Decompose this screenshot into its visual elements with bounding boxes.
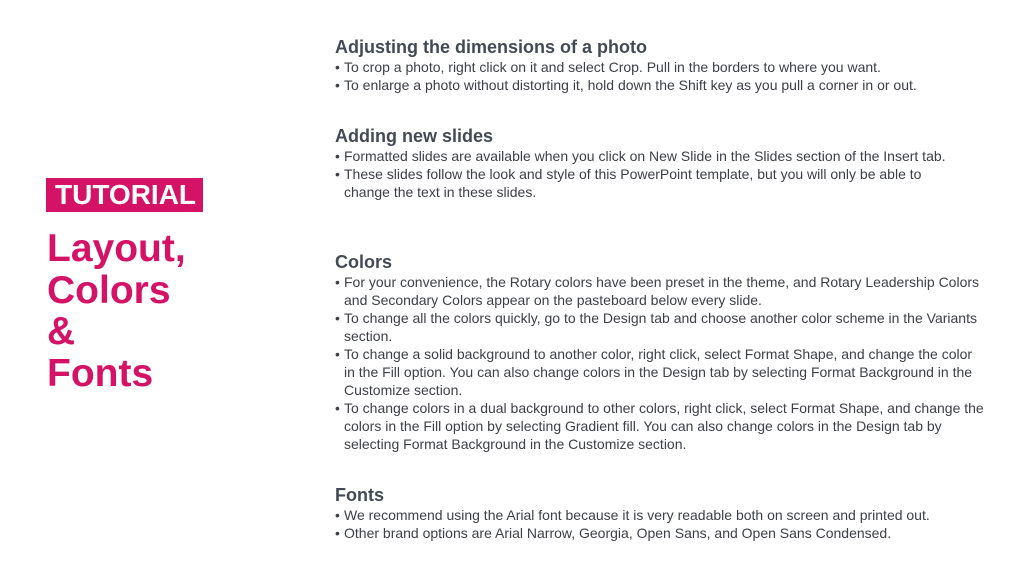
section-heading: Colors xyxy=(335,252,393,272)
section-heading: Fonts xyxy=(335,485,384,505)
bullet-item: • These slides follow the look and style of this PowerPoint template, but you will only be able to change the text in these slides. xyxy=(335,165,965,201)
slide-title xyxy=(47,228,287,394)
bullet-item: • To change colors in a dual background to other colors, right click, select Format Shape, and change the colors in the Fill option by selecting Gradient fill. You can also change colors in the Design tab by selecting Format Background in the Customize section. xyxy=(335,399,985,453)
bullet-item: • To change all the colors quickly, go to the Design tab and choose another color scheme in the Variants section. xyxy=(335,309,985,345)
bullet-list xyxy=(335,506,990,542)
section-colors xyxy=(335,251,985,453)
section-heading: Adding new slides xyxy=(335,126,494,146)
bullet-item: • For your convenience, the Rotary colors have been preset in the theme, and Rotary Leadership Colors and Secondary Colors appear on the pasteboard below every slide. xyxy=(335,273,985,309)
bullet-list xyxy=(335,147,965,201)
bullet-item: • To change a solid background to another color, right click, select Format Shape, and change the color in the Fill option. You can also change colors in the Design tab by selecting Format Background in the Customize section. xyxy=(335,345,985,399)
section-new-slides xyxy=(335,125,965,201)
tutorial-badge: TUTORIAL xyxy=(46,178,203,212)
bullet-item: • Formatted slides are available when you click on New Slide in the Slides section of the Insert tab. xyxy=(335,147,965,165)
section-photo-dimensions xyxy=(335,36,990,94)
slide-title-line: Layout, xyxy=(47,227,186,270)
bullet-item: • We recommend using the Arial font because it is very readable both on screen and printed out. xyxy=(335,506,990,524)
bullet-list xyxy=(335,58,990,94)
bullet-item: • Other brand options are Arial Narrow, Georgia, Open Sans, and Open Sans Condensed. xyxy=(335,524,990,542)
bullet-list xyxy=(335,273,985,453)
slide-title-line: Fonts xyxy=(47,351,154,395)
slide-title-line: & xyxy=(47,310,76,353)
section-fonts xyxy=(335,484,990,542)
section-heading: Adjusting the dimensions of a photo xyxy=(335,37,647,57)
slide-title-line: Colors xyxy=(47,268,171,312)
bullet-item: • To enlarge a photo without distorting it, hold down the Shift key as you pull a corner in or out. xyxy=(335,76,990,94)
bullet-item: • To crop a photo, right click on it and select Crop. Pull in the borders to where you want. xyxy=(335,58,990,76)
